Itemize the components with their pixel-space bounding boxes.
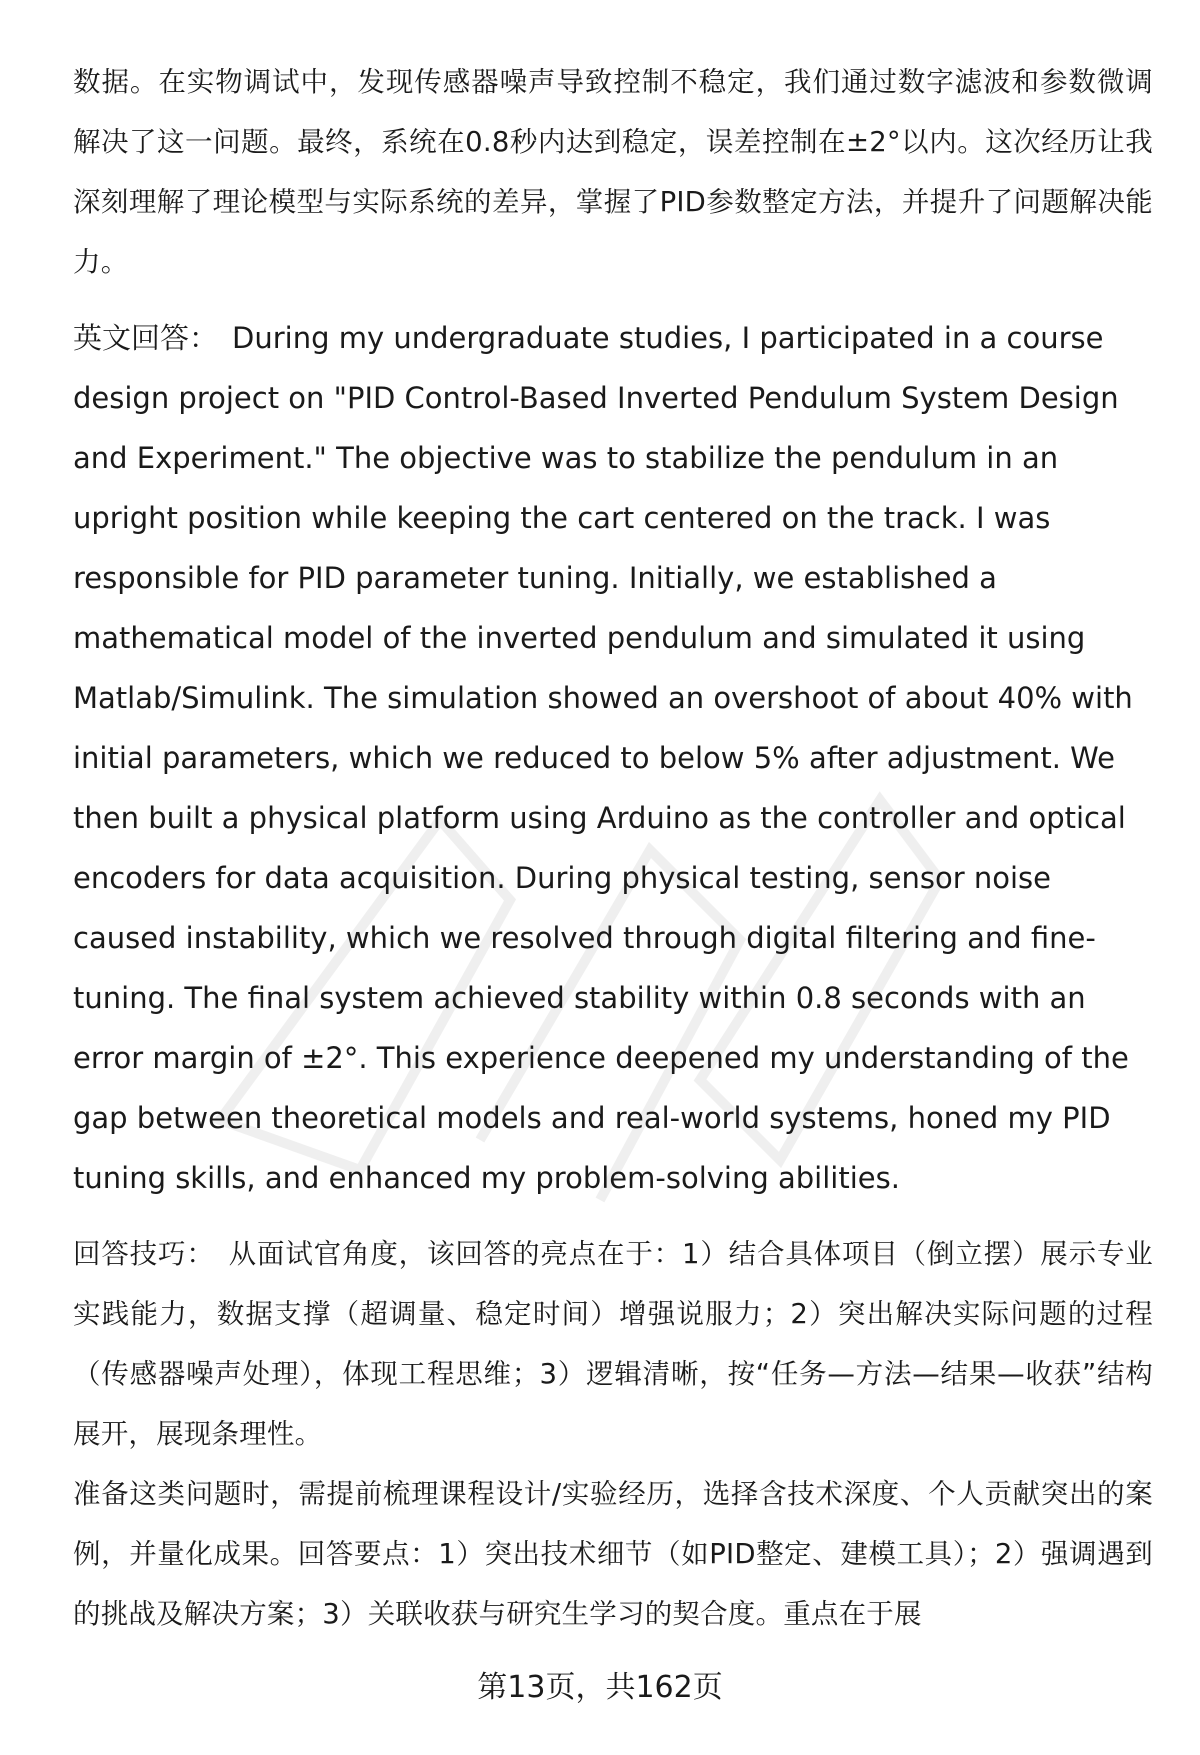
answer-tips-label: 回答技巧：: [73, 1238, 215, 1270]
paragraph-preparation: 准备这类问题时，需提前梳理课程设计/实验经历，选择含技术深度、个人贡献突出的案例，并量化成果。回答要点：1）突出技术细节（如PID整定、建模工具）；2）强调遇到的挑战及解决方案；3）关联收获与研究生学习的契合度。重点在于展: [73, 1478, 1153, 1630]
english-answer-text: During my undergraduate studies, I participated in a course design project on "PID Control-Based Inverted Pendulum System Design and Experiment." The objective was to stabilize the pendulum in an upright position while keeping the cart centered on the track. I was responsible for PID parameter tuning. Initially, we established a mathematical model of the inverted pendulum and simulated it using Matlab/Simulink. The simulation showed an overshoot of about 40% with initial parameters, which we reduced to below 5% after adjustment. We then built a physical platform using Arduino as the controller and optical encoders for data acquisition. During physical testing, sensor noise caused instability, which we resolved through digital filtering and fine-tuning. The final system achieved stability within 0.8 seconds with an error margin of ±2°. This experience deepened my understanding of the gap between theoretical models and real-world systems, honed my PID tuning skills, and enhanced my problem-solving abilities.: [73, 321, 1133, 1195]
page-number-footer: 第13页，共162页: [477, 1670, 723, 1705]
paragraph-answer-tips: [73, 1224, 1153, 1464]
english-answer-label: 英文回答：: [73, 321, 219, 355]
paragraph-chinese-conclusion: 数据。在实物调试中，发现传感器噪声导致控制不稳定，我们通过数字滤波和参数微调解决了这一问题。最终，系统在0.8秒内达到稳定，误差控制在±2°以内。这次经历让我深刻理解了理论模型与实际系统的差异，掌握了PID参数整定方法，并提升了问题解决能力。: [73, 66, 1153, 278]
document-body: [73, 52, 1153, 1644]
answer-tips-text: 从面试官角度，该回答的亮点在于：1）结合具体项目（倒立摆）展示专业实践能力，数据支撑（超调量、稳定时间）增强说服力；2）突出解决实际问题的过程（传感器噪声处理），体现工程思维；3）逻辑清晰，按“任务—方法—结果—收获”结构展开，展现条理性。: [73, 1238, 1154, 1450]
paragraph-english-answer: [73, 308, 1153, 1208]
